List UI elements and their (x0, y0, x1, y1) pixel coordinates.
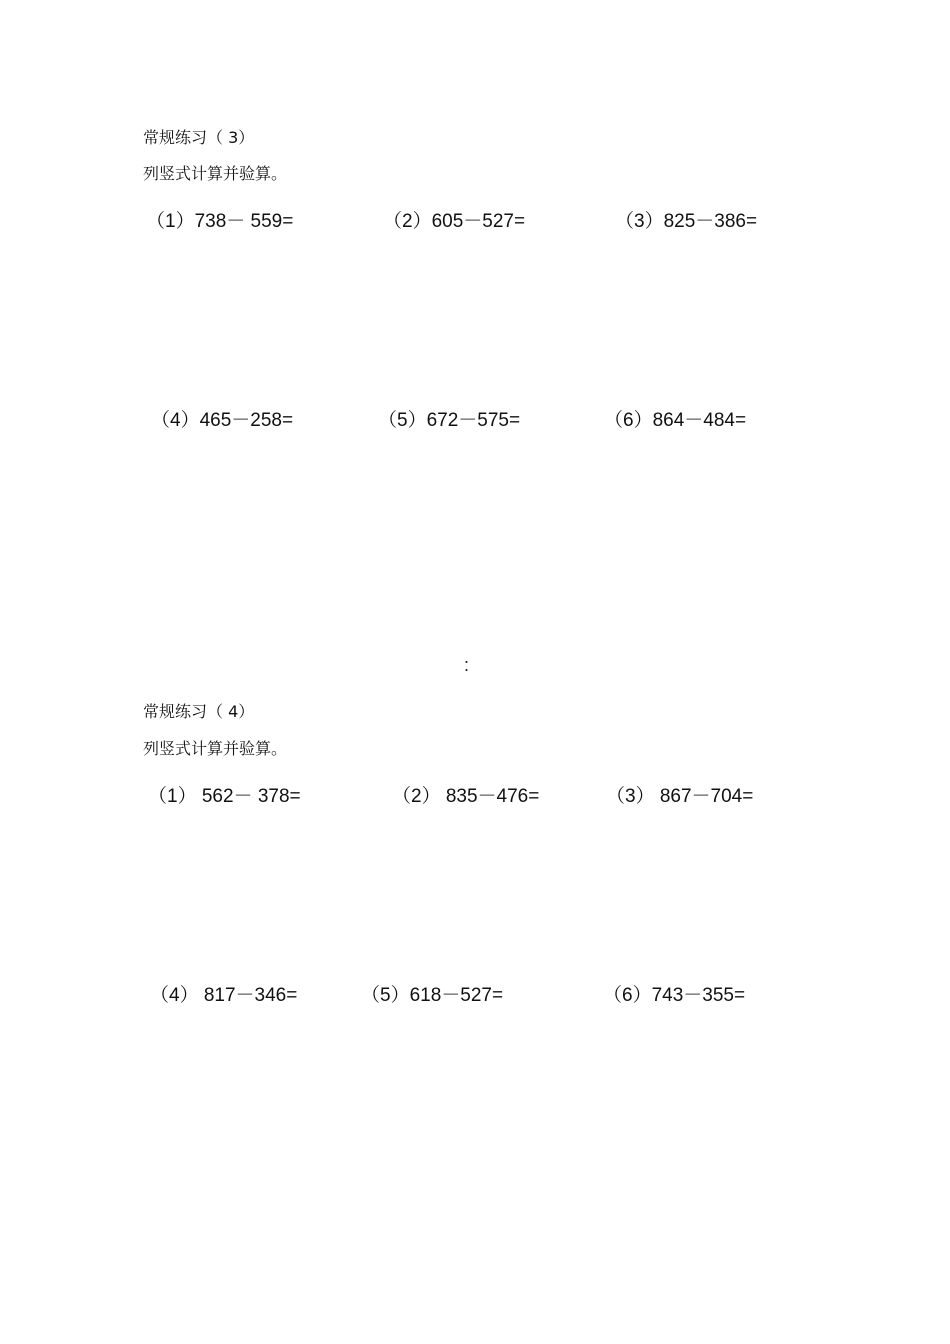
section-4-problem-6: （6）743－355= (603, 985, 746, 1006)
section-3-problem-4: （4）465－258= (151, 410, 294, 431)
section-4-instruction: 列竖式计算并验算。 (143, 739, 288, 758)
section-separator: : (464, 655, 470, 675)
section-3-title: 常规练习（ 3） (143, 128, 255, 147)
section-4-problem-1: （1） 562－ 378= (148, 786, 301, 807)
section-3-problem-1: （1）738－ 559= (146, 211, 294, 232)
section-4-problem-5: （5）618－527= (361, 985, 504, 1006)
section-3-problem-5: （5）672－575= (378, 410, 521, 431)
section-3-instruction: 列竖式计算并验算。 (143, 164, 288, 183)
section-3-problem-2: （2）605－527= (383, 211, 526, 232)
section-3-problem-6: （6）864－484= (604, 410, 747, 431)
section-3-problem-3: （3）825－386= (615, 211, 758, 232)
section-4-title: 常规练习（ 4） (143, 702, 255, 721)
section-4-problem-4: （4） 817－346= (150, 985, 298, 1006)
section-4-problem-3: （3） 867－704= (606, 786, 754, 807)
section-4-problem-2: （2） 835－476= (392, 786, 540, 807)
